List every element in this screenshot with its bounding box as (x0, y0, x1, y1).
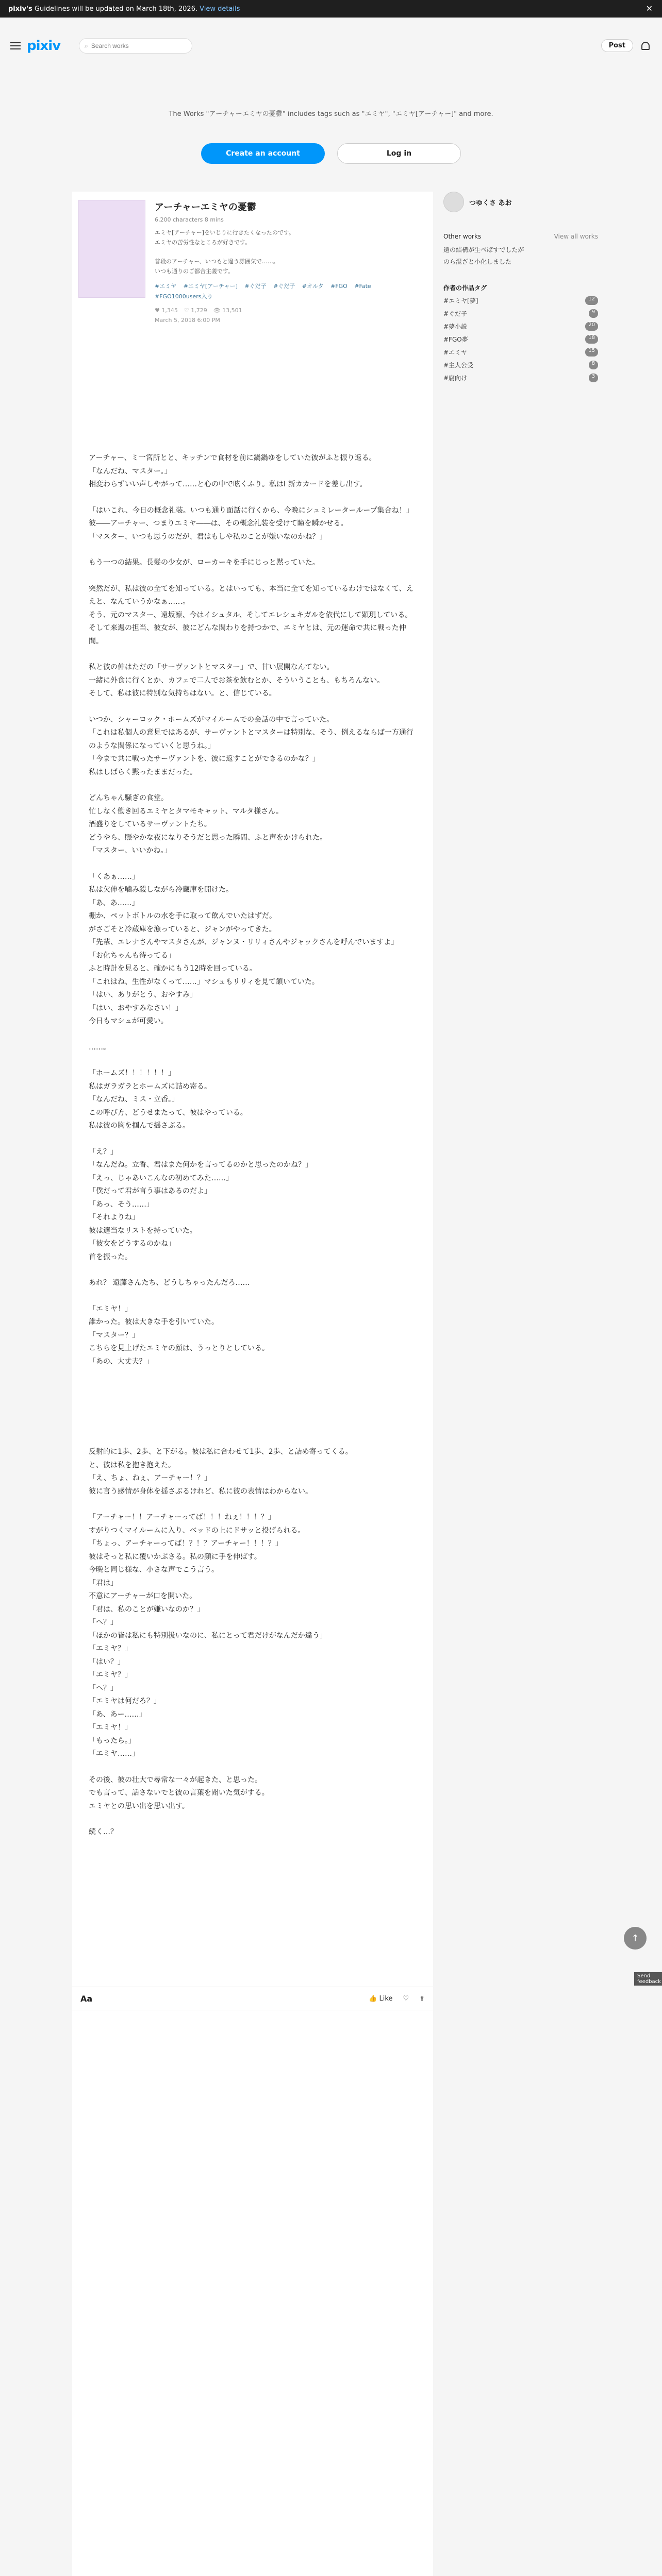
author-tag-name: #エミヤ (443, 348, 468, 356)
author-tag-name: #ぐだ子 (443, 310, 468, 317)
tag[interactable]: #エミヤ (155, 283, 177, 290)
tag[interactable]: #FGO (330, 283, 347, 290)
reader-action-bar (72, 1987, 433, 2010)
paragraph: 「え？」 「なんだね。立香、君はまた何かを言ってるのかと思ったのかね？」 「えっ、じゃあいこんなの初めてみた……」 「僕だって君が言う事はあるのだよ」 「あっ、そう……」 「それよりね」 彼は適当なリストを持っていた。 「彼女をどうするのかね」 首を振った。 (89, 1147, 312, 1261)
paragraph: 突然だが、私は彼の全てを知っている。とはいっても、本当に全てを知っているわけではなくて、ええと、なんていうかなぁ……。 そう、元のマスター、遠坂凛、今はイシュタル、そしてエレシュキガルを依代にして顕現している。 そして来週の担当、彼女が、彼にどんな関わりを持つかで、エミヤとは、元の運命で共に戦った仲間。 (89, 584, 413, 646)
site-header (0, 34, 662, 58)
paragraph: 「アーチャー！！アーチャーってば！！！ねぇ！！！？」 すがりつくマイルームに入り、ベッドの上にドサッと投げられる。 「ちょっ、アーチャーってば！？！？アーチャー！！！？」 彼はそっと私に覆いかぶさる。私の顔に手を伸ばす。 今晩と同じ様な、小さな声でこう言う。 「君は」 不意にアーチャーが口を開いた。 「君は、私のことが嫌いなのか？」 「へ？」 「ほかの皆は私にも特別扱いなのに、私にとって君だけがなんだか違う」 「エミヤ？」 「はい？」 「エミヤ？」 「へ？」 「エミヤは何だろ？」 「あ、あー……」 「エミヤ！」 「もったら。」 「エミヤ……」 (89, 1513, 327, 1758)
sidebar (443, 192, 598, 382)
post-date: March 5, 2018 6:00 PM (155, 317, 220, 324)
tag[interactable]: #ぐだ子 (273, 283, 295, 290)
share-icon[interactable]: ⇪ (419, 1994, 425, 2003)
tag[interactable]: #ぐだ子 (244, 283, 267, 290)
work-meta: 6,200 characters 8 mins (155, 216, 224, 223)
menu-icon[interactable] (10, 42, 21, 49)
list-item[interactable]: のら混ざと小化しました (443, 258, 512, 265)
list-item[interactable]: 遠の結構が生べばすでしたが (443, 246, 524, 253)
author-tag-item[interactable] (443, 361, 598, 369)
paragraph: 私と彼の仲はただの「サーヴァントとマスター」で、甘い展開なんてない。 一緒に外食に行くとか、カフェで二人でお茶を飲むとか、そういうことも、もちろんない。 そして、私は彼に特別な気持ちはない。と、信じている。 (89, 663, 385, 698)
like-label: Like (379, 1994, 393, 2003)
work-title: アーチャーエミヤの憂鬱 (155, 202, 256, 213)
tag-list (155, 281, 423, 302)
author-tag-count: 9 (589, 309, 598, 318)
auth-buttons (0, 143, 662, 164)
paragraph: 「ホームズ！！！！！！」 私はガラガラとホームズに詰め寄る。 「なんだね、ミス・立香。」 この呼び方、どうせまたって、彼はやっている。 私は彼の胸を掴んで揺さぶる。 (89, 1069, 247, 1130)
like-button[interactable] (369, 1995, 392, 2003)
author-block[interactable] (443, 192, 598, 212)
author-tag-item[interactable] (443, 374, 598, 382)
search-input[interactable] (91, 42, 187, 49)
paragraph: ……。 (89, 1043, 110, 1052)
paragraph: 反射的に1歩、2歩、と下がる。彼は私に合わせて1歩、2歩、と詰め寄ってくる。 と、彼は私を抱き抱えた。 「え、ちょ、ねぇ、アーチャー！？」 彼に言う感情が身体を揺さぶるけれど、私に彼の表情はわからない。 (89, 1448, 353, 1496)
author-tag-count: 18 (585, 335, 598, 344)
paragraph: あれ？ 遠藤さんたち、どうしちゃったんだろ…… (89, 1279, 250, 1287)
font-settings-button[interactable]: Aa (80, 1993, 93, 2004)
author-tag-name: #夢小説 (443, 323, 468, 330)
paragraph: 「はいこれ、今日の概念礼装。いつも通り面話に行くから、今晩にシュミレーターループ集合ね！」 彼――アーチャー、つまりエミヤ――は、その概念礼装を受けて瞳を瞬かせる。 「マスター、いつも思うのだが、君はもしや私のことが嫌いなのかね？」 (89, 506, 413, 541)
paragraph: アーチャー、ミ一宮所とと、キッチンで食材を前に鍋鍋ゆをしていた彼がふと振り返る。 「なんだね、マスター。」 相変わらずいい声しやがって……と心の中で呟くふり。私はI 新カカードを差し出す。 (89, 454, 376, 488)
author-tag-item[interactable] (443, 322, 598, 331)
feedback-button[interactable]: Send feedback (634, 1972, 662, 1986)
author-tag-count: 12 (585, 296, 598, 305)
banner-brand: pixiv's (8, 5, 32, 13)
arrow-up-icon: ↑ (631, 1933, 639, 1944)
work-stats (155, 307, 423, 314)
other-works-title: Other works (443, 233, 482, 240)
tag-notice: The Works "アーチャーエミヤの憂鬱" includes tags such as "エミヤ", "エミヤ[アーチャー]" and more. (169, 110, 493, 118)
view-count: 👁 13,501 (213, 307, 242, 314)
paragraph: その後、彼の壮大で尋常な一々が起きた、と思った。 でも言って、話さないでと彼の言葉を聞いた気がする。 エミヤとの思い出を思い出す。 (89, 1775, 269, 1810)
bookmark-count: ♡ 1,729 (184, 307, 207, 314)
search-icon: ⌕ (85, 42, 88, 49)
author-tag-count: 15 (585, 348, 598, 357)
paragraph: いつか、シャーロック・ホームズがマイルームでの会話の中で言っていた。 「これは私個人の意見ではあるが、サーヴァントとマスターは特別な、そう、例えるならば一方通行のような関係になっていくと思うね。」 「今まで共に戦ったサーヴァントを、彼に返すことができるのかな？」 私はしばらく黙ったままだった。 (89, 715, 413, 776)
paragraph: 「エミヤ！」 誰かった。彼は大きな手を引いていた。 「マスター？」 こちらを見上げたエミヤの顔は、うっとりとしている。 「あの、大丈夫？」 (89, 1304, 269, 1366)
other-works-list (443, 244, 598, 268)
create-account-button[interactable]: Create an account (201, 143, 325, 164)
like-icon: 👍 (369, 1994, 379, 2003)
author-tag-name: #エミヤ[夢] (443, 297, 478, 304)
tag[interactable]: #エミヤ[アーチャー] (183, 283, 238, 290)
author-tag-name: #腐向け (443, 374, 468, 382)
author-tag-count: 20 (585, 322, 598, 331)
tag[interactable]: #FGO1000users入り (155, 293, 213, 300)
paragraph: 続く…？ (89, 1828, 118, 1836)
pixiv-logo[interactable]: pixiv (27, 38, 61, 54)
bell-icon[interactable] (641, 42, 650, 50)
author-tag-count: 3 (589, 374, 598, 382)
work-info (155, 200, 423, 324)
login-button[interactable]: Log in (337, 143, 461, 164)
search-box[interactable] (79, 38, 192, 54)
like-count: ♥ 1,345 (155, 307, 178, 314)
banner-details-link[interactable]: View details (200, 5, 240, 13)
author-tag-item[interactable] (443, 348, 598, 357)
paragraph: 「くあぁ……」 私は欠伸を噛み殺しながら冷蔵庫を開けた。 「あ、あ……」 棚か、ペットボトルの水を手に取って飲んでいたはずだ。 がさごそと冷蔵庫を漁っていると、ジャンがやってきた。 「先輩、エレナさんやマスタさんが、ジャンヌ・リリィさんやジャックさんを呼んでいますよ」 「お化ちゃんも待ってる」 ふと時計を見ると、確かにもう12時を回っている。 「これはね、生性がなくって……」マシュもリリィを見て頷いていた。 「はい、ありがとう、おやすみ」 「はい、おやすみなさい！」 今日もマシュが可愛い。 (89, 872, 399, 1025)
cover-image[interactable] (78, 200, 145, 298)
author-tag-item[interactable] (443, 296, 598, 305)
author-tags-header: 作者の作品タグ (443, 284, 487, 292)
other-works-header (443, 233, 598, 240)
author-tag-item[interactable] (443, 335, 598, 344)
work-panel (72, 192, 433, 2576)
paragraph: どんちゃん騒ぎの食堂。 忙しなく働き回るエミヤとタマモキャット、マルタ様さん。 酒盛りをしているサーヴァントたち。 どうやら、賑やかな夜になりそうだと思った瞬間、ふと声をかけられた。 「マスター、いいかね。」 (89, 794, 327, 855)
paragraph: もう一つの結果。長髪の少女が、ローカーキを手にじっと黙っていた。 (89, 558, 320, 567)
close-icon[interactable]: ✕ (646, 4, 653, 13)
post-button[interactable]: Post (601, 39, 633, 52)
author-tag-name: #主人公受 (443, 361, 474, 369)
banner-text: Guidelines will be updated on March 18th, 2026. (34, 5, 198, 13)
novel-body (89, 452, 419, 1852)
avatar[interactable] (443, 192, 464, 212)
scroll-top-button[interactable] (624, 1927, 647, 1950)
tag[interactable]: #オルタ (302, 283, 324, 290)
view-all-link[interactable]: View all works (554, 233, 598, 240)
author-tag-item[interactable] (443, 309, 598, 318)
tag[interactable]: #Fate (354, 283, 371, 290)
bookmark-heart-icon[interactable]: ♡ (403, 1994, 409, 2003)
author-tag-name: #FGO夢 (443, 335, 468, 343)
work-description: エミヤ[アーチャー]をいじりに行きたくなったのです。 エミヤの苦労性なところが好きです。 普段のアーチャー、いつもと違う雰囲気で……。 いつも通りのご都合主義です。 (155, 229, 295, 275)
announcement-banner (0, 0, 662, 18)
author-tag-count: 8 (589, 361, 598, 369)
author-name[interactable]: つゆくさ あお (469, 199, 512, 207)
